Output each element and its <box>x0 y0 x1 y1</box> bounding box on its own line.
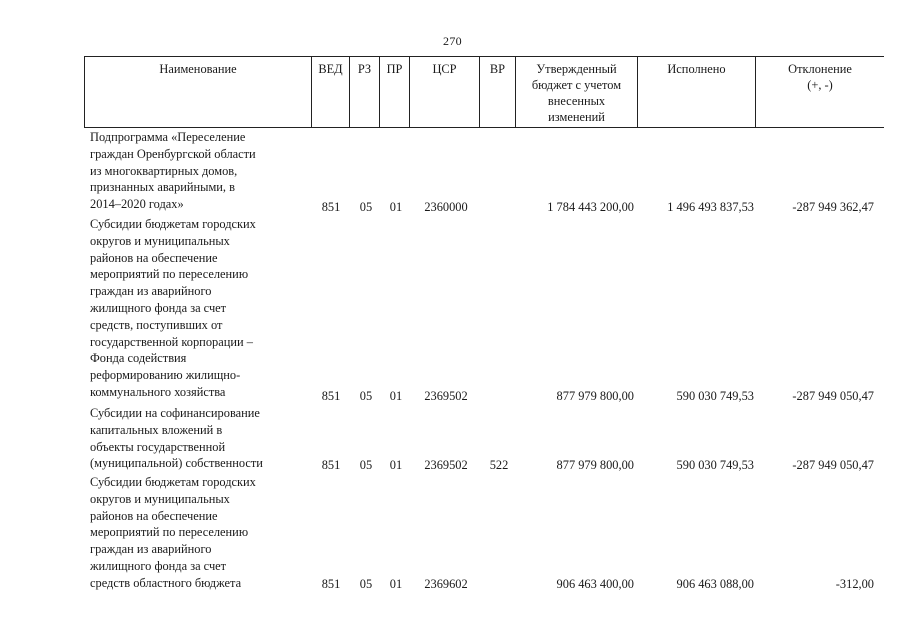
row-pr: 01 <box>389 458 403 472</box>
row-budget: 1 784 443 200,00 <box>547 200 634 214</box>
row-ved: 851 <box>321 389 341 403</box>
table-header <box>84 56 884 128</box>
row-csr: 2360000 <box>424 200 468 214</box>
header-vr-label: ВР <box>489 62 506 76</box>
row-pr: 01 <box>389 577 403 591</box>
row-executed: 590 030 749,53 <box>676 458 754 472</box>
row-executed: 590 030 749,53 <box>676 389 754 403</box>
row-deviation: -287 949 050,47 <box>792 458 874 472</box>
row-name: Субсидии бюджетам городских округов и муниципальных районов на обеспечение мероприятий по переселению граждан из аварийного жилищного фонда за счет средств областного бюджета <box>90 475 256 590</box>
header-pr-label: ПР <box>386 62 403 76</box>
header-budget-line: внесенных <box>547 94 606 108</box>
row-rz: 05 <box>359 389 373 403</box>
header-vr <box>480 56 516 128</box>
header-ved <box>312 56 350 128</box>
header-executed-label: Исполнено <box>667 62 726 76</box>
row-rz: 05 <box>359 458 373 472</box>
row-name: Субсидии бюджетам городских округов и муниципальных районов на обеспечение мероприятий по переселению граждан из аварийного жилищного фонда за счет средств, поступивших от государственной корпорации – Фонда содействия реформированию жилищно- коммунального хозяйства <box>90 217 256 399</box>
row-executed: 906 463 088,00 <box>676 577 754 591</box>
row-csr: 2369602 <box>424 577 468 591</box>
header-executed <box>638 56 756 128</box>
row-budget: 906 463 400,00 <box>556 577 634 591</box>
header-name <box>84 56 312 128</box>
row-deviation: -312,00 <box>835 577 874 591</box>
row-ved: 851 <box>321 577 341 591</box>
row-deviation: -287 949 050,47 <box>792 389 874 403</box>
header-budget-line: бюджет с учетом <box>531 78 622 92</box>
header-csr-label: ЦСР <box>432 62 457 76</box>
row-csr: 2369502 <box>424 389 468 403</box>
row-deviation: -287 949 362,47 <box>792 200 874 214</box>
row-ved: 851 <box>321 458 341 472</box>
header-budget <box>516 56 638 128</box>
header-budget-line: Утвержденный <box>536 62 617 76</box>
header-pr <box>380 56 410 128</box>
row-rz: 05 <box>359 200 373 214</box>
header-deviation <box>756 56 884 128</box>
header-budget-line: изменений <box>548 110 605 124</box>
row-rz: 05 <box>359 577 373 591</box>
header-deviation-line: (+, -) <box>807 78 833 92</box>
header-rz <box>350 56 380 128</box>
header-name-label: Наименование <box>159 62 237 76</box>
row-budget: 877 979 800,00 <box>556 389 634 403</box>
row-pr: 01 <box>389 389 403 403</box>
header-csr <box>410 56 480 128</box>
row-ved: 851 <box>321 200 341 214</box>
row-budget: 877 979 800,00 <box>556 458 634 472</box>
row-executed: 1 496 493 837,53 <box>667 200 754 214</box>
row-vr: 522 <box>489 458 509 472</box>
header-deviation-line: Отклонение <box>788 62 852 76</box>
header-rz-label: РЗ <box>357 62 372 76</box>
page-number: 270 <box>443 34 462 48</box>
header-ved-label: ВЕД <box>318 62 343 76</box>
row-pr: 01 <box>389 200 403 214</box>
row-csr: 2369502 <box>424 458 468 472</box>
row-name: Субсидии на софинансирование капитальных вложений в объекты государственной (муниципальной) собственности <box>90 406 263 471</box>
row-name: Подпрограмма «Переселение граждан Оренбургской области из многоквартирных домов, признанных аварийными, в 2014–2020 годах» <box>90 130 256 212</box>
